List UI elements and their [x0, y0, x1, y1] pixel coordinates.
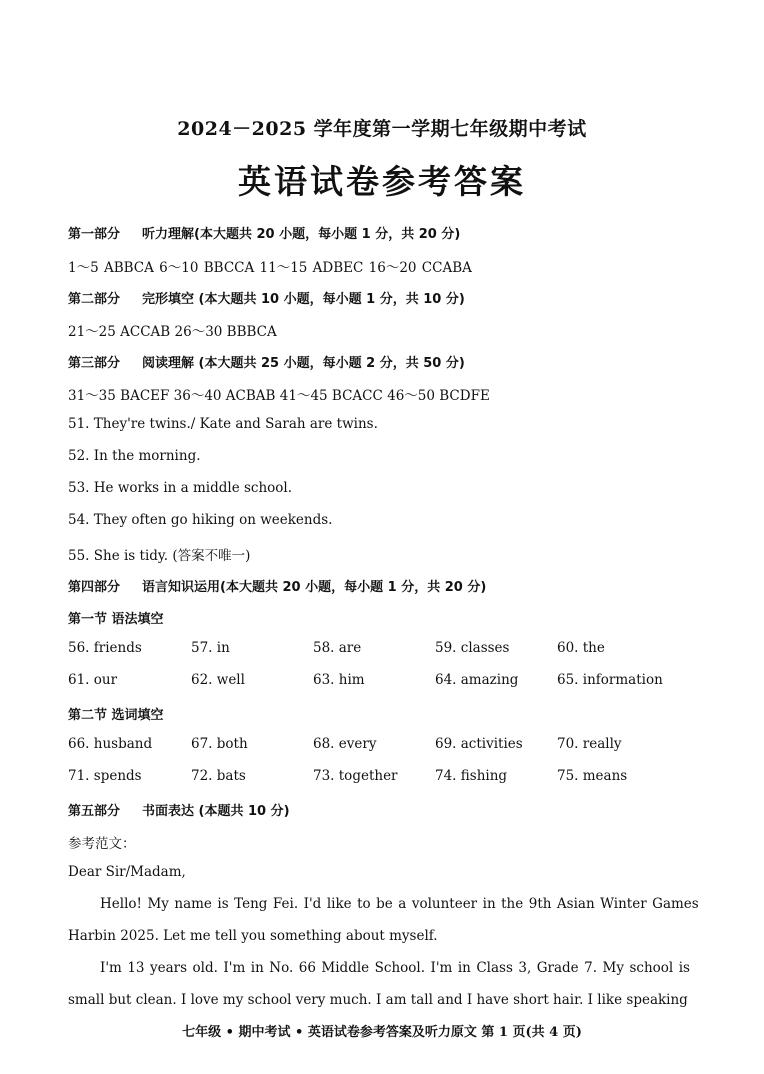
answer-58: 58. are	[313, 640, 362, 656]
essay-p2-line1: I'm 13 years old. I'm in No. 66 Middle School. I'm in Class 3, Grade 7. My school is	[100, 960, 690, 976]
answer-55: 55. She is tidy. (答案不唯一)	[68, 548, 251, 564]
essay-greeting: Dear Sir/Madam,	[68, 864, 186, 880]
answer-70: 70. really	[557, 736, 622, 752]
answer-52: 52. In the morning.	[68, 448, 201, 464]
part1-heading	[68, 223, 460, 242]
part3-heading	[68, 352, 465, 371]
answer-67: 67. both	[191, 736, 248, 752]
part3-title: 阅读理解 (本大题共 25 小题，每小题 2 分，共 50 分)	[142, 356, 465, 371]
answer-54: 54. They often go hiking on weekends.	[68, 512, 333, 528]
answer-71: 71. spends	[68, 768, 142, 784]
part2-label: 第二部分	[68, 292, 121, 307]
part2-answers: 21～25 ACCAB 26～30 BBBCA	[68, 324, 277, 340]
answer-75: 75. means	[557, 768, 628, 784]
part4-title: 语言知识运用(本大题共 20 小题，每小题 1 分，共 20 分)	[142, 580, 487, 595]
answer-62: 62. well	[191, 672, 245, 688]
part5-label: 第五部分	[68, 804, 121, 819]
page-footer: 七年级 • 期中考试 • 英语试卷参考答案及听力原文 第 1 页(共 4 页)	[182, 1025, 582, 1040]
part5-title: 书面表达 (本题共 10 分)	[142, 804, 290, 819]
part5-heading	[68, 800, 290, 819]
answer-66: 66. husband	[68, 736, 153, 752]
answer-73: 73. together	[313, 768, 398, 784]
part4-section2-heading: 第二节 选词填空	[68, 708, 164, 723]
answer-64: 64. amazing	[435, 672, 519, 688]
part3-label: 第三部分	[68, 356, 121, 371]
answer-57: 57. in	[191, 640, 230, 656]
answer-key-title: 英语试卷参考答案	[238, 162, 526, 201]
part4-section1-heading: 第一节 语法填空	[68, 612, 164, 627]
sample-essay-label: 参考范文：	[68, 836, 136, 852]
part4-heading	[68, 576, 486, 595]
answer-68: 68. every	[313, 736, 377, 752]
part1-title: 听力理解(本大题共 20 小题，每小题 1 分，共 20 分)	[142, 227, 461, 242]
part4-label: 第四部分	[68, 580, 121, 595]
answer-59: 59. classes	[435, 640, 510, 656]
answer-61: 61. our	[68, 672, 118, 688]
part3-answers: 31～35 BACEF 36～40 ACBAB 41～45 BCACC 46～50 BCDFE	[68, 388, 490, 404]
answer-60: 60. the	[557, 640, 605, 656]
answer-56: 56. friends	[68, 640, 142, 656]
answer-53: 53. He works in a middle school.	[68, 480, 293, 496]
answer-51: 51. They're twins./ Kate and Sarah are twins.	[68, 416, 378, 432]
essay-p1-line1: Hello! My name is Teng Fei. I'd like to be a volunteer in the 9th Asian Winter Games	[100, 896, 699, 912]
answer-72: 72. bats	[191, 768, 246, 784]
answer-74: 74. fishing	[435, 768, 508, 784]
part2-heading	[68, 288, 465, 307]
essay-p1-line2: Harbin 2025. Let me tell you something about myself.	[68, 928, 438, 944]
answer-69: 69. activities	[435, 736, 523, 752]
answer-65: 65. information	[557, 672, 663, 688]
part1-answers: 1～5 ABBCA 6～10 BBCCA 11～15 ADBEC 16～20 CCABA	[68, 260, 472, 276]
part2-title: 完形填空 (本大题共 10 小题，每小题 1 分，共 10 分)	[142, 292, 465, 307]
answer-63: 63. him	[313, 672, 365, 688]
essay-p2-line2: small but clean. I love my school very much. I am tall and I have short hair. I like speaking	[68, 992, 688, 1008]
exam-title: 2024－2025 学年度第一学期七年级期中考试	[177, 118, 587, 140]
part1-label: 第一部分	[68, 227, 121, 242]
